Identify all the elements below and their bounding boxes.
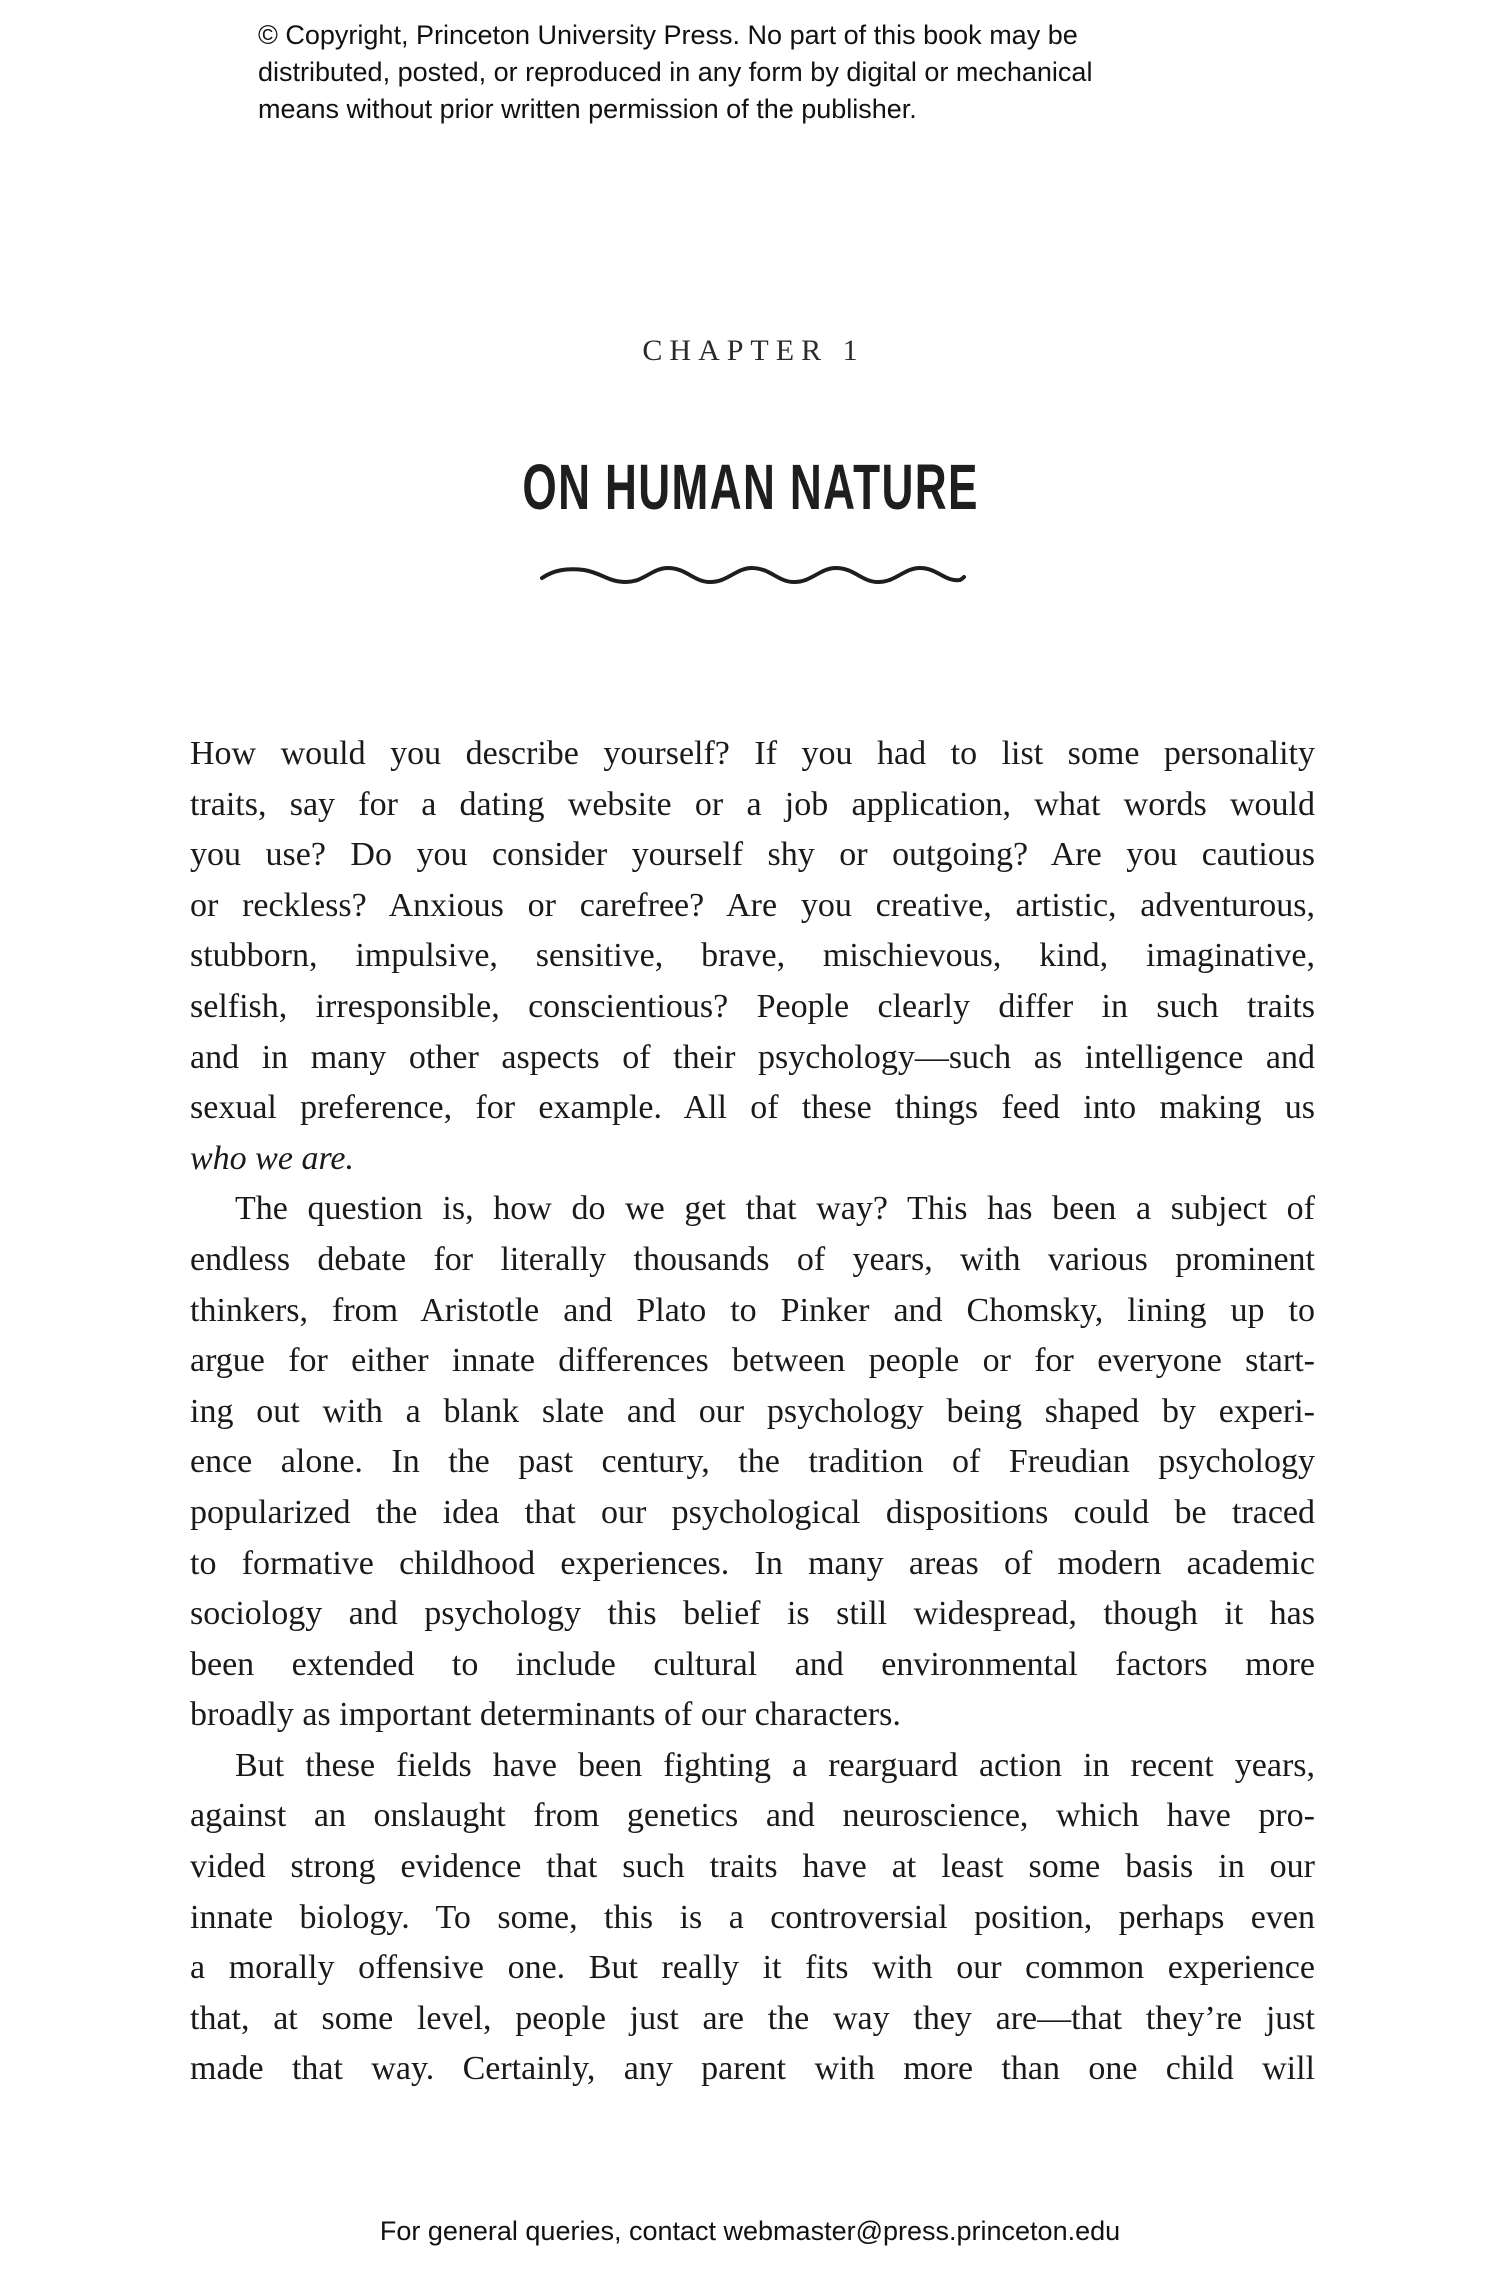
text-line: stubborn, impulsive, sensitive, brave, mischievous, kind, imaginative, <box>190 937 1315 975</box>
paragraph-1 <box>190 729 1315 1184</box>
text-line: to formative childhood experiences. In many areas of modern academic <box>190 1544 1315 1582</box>
text-line: or reckless? Anxious or carefree? Are you creative, artistic, adventurous, <box>190 886 1315 924</box>
chapter-title: ON HUMAN NATURE <box>522 451 979 523</box>
footer-contact: For general queries, contact webmaster@press.princeton.edu <box>379 2216 1121 2246</box>
text-line: selfish, irresponsible, conscientious? People clearly differ in such traits <box>190 987 1315 1025</box>
text-line: broadly as important determinants of our characters. <box>190 1696 901 1734</box>
text-line: The question is, how do we get that way? This has been a subject of <box>235 1190 1315 1228</box>
text-line: that, at some level, people just are the way they are—that they’re just <box>190 1999 1315 2037</box>
wave-divider-icon <box>540 558 966 586</box>
text-line: against an onslaught from genetics and neuroscience, which have pro- <box>190 1797 1315 1835</box>
text-line-italic: who we are. <box>190 1139 355 1177</box>
text-line: argue for either innate differences between people or for everyone start- <box>190 1342 1315 1380</box>
text-line: sociology and psychology this belief is still widespread, though it has <box>190 1595 1315 1633</box>
copyright-notice <box>258 17 1358 128</box>
text-line: thinkers, from Aristotle and Plato to Pinker and Chomsky, lining up to <box>190 1291 1315 1329</box>
copyright-line: means without prior written permission of the publisher. <box>258 94 917 124</box>
text-line: you use? Do you consider yourself shy or outgoing? Are you cautious <box>190 836 1315 874</box>
text-line: made that way. Certainly, any parent with more than one child will <box>190 2050 1315 2088</box>
copyright-line: © Copyright, Princeton University Press. No part of this book may be <box>258 20 1078 50</box>
text-line: How would you describe yourself? If you had to list some personality <box>190 735 1315 772</box>
text-line: traits, say for a dating website or a job application, what words would <box>190 785 1315 823</box>
paragraph-2 <box>190 1184 1315 1741</box>
text-line: been extended to include cultural and environmental factors more <box>190 1645 1315 1683</box>
text-line: ence alone. In the past century, the tradition of Freudian psychology <box>190 1443 1315 1481</box>
text-line: sexual preference, for example. All of these things feed into making us <box>190 1089 1315 1127</box>
text-line: innate biology. To some, this is a controversial position, perhaps even <box>190 1898 1315 1936</box>
text-line: popularized the idea that our psychological dispositions could be traced <box>190 1493 1315 1531</box>
text-line: ing out with a blank slate and our psychology being shaped by experi- <box>190 1392 1315 1430</box>
text-line: and in many other aspects of their psychology—such as intelligence and <box>190 1038 1315 1076</box>
chapter-label: CHAPTER 1 <box>642 334 865 367</box>
text-line: a morally offensive one. But really it fits with our common experience <box>190 1949 1315 1987</box>
body-text <box>190 729 1315 2095</box>
text-line: vided strong evidence that such traits have at least some basis in our <box>190 1848 1315 1886</box>
text-line: But these fields have been fighting a rearguard action in recent years, <box>235 1746 1315 1784</box>
paragraph-3 <box>190 1741 1315 2095</box>
copyright-line: distributed, posted, or reproduced in any form by digital or mechanical <box>258 57 1093 87</box>
text-line: endless debate for literally thousands of years, with various prominent <box>190 1240 1315 1278</box>
